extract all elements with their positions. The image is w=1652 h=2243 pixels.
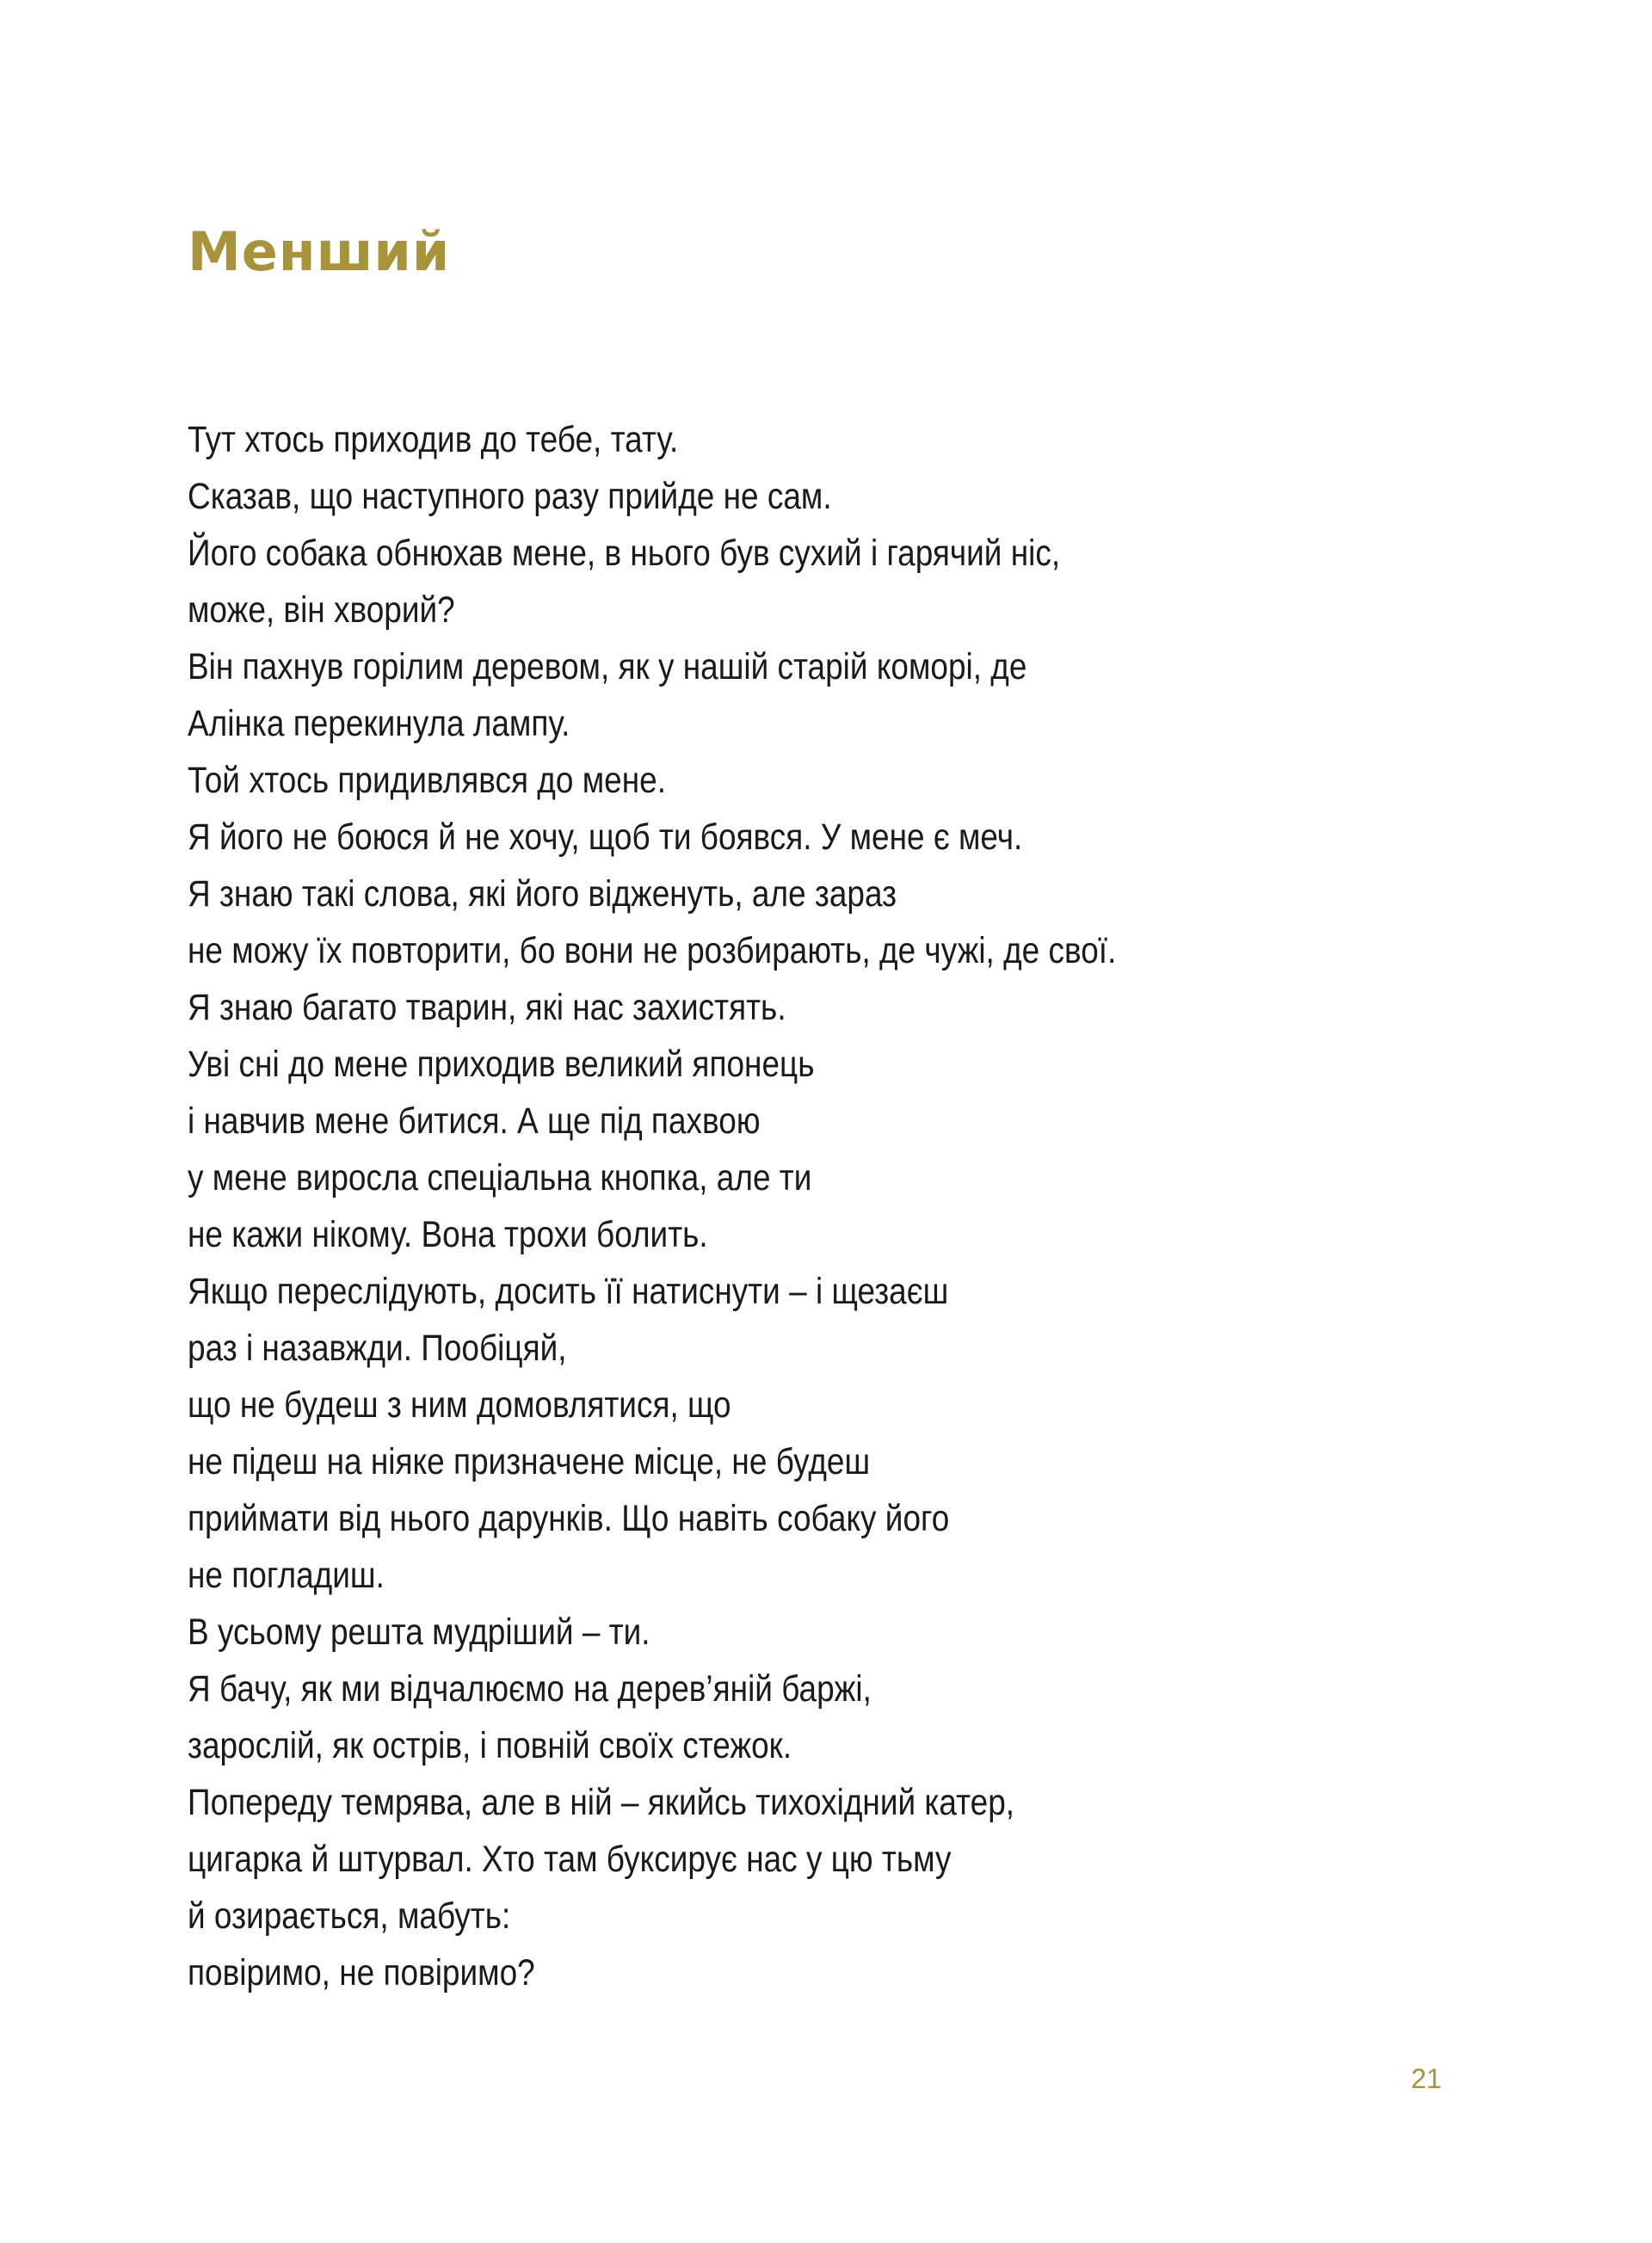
poem-line: Тут хтось приходив до тебе, тату. [188, 419, 679, 460]
poem-body [188, 411, 1267, 2001]
poem-line: Я його не боюся й не хочу, щоб ти боявся. У мене є меч. [188, 816, 1023, 858]
poem-line: Уві сні до мене приходив великий японець [188, 1044, 815, 1085]
poem-line: у мене виросла спеціальна кнопка, але ти [188, 1157, 812, 1199]
poem-line: приймати від нього дарунків. Що навіть собаку його [188, 1498, 950, 1539]
poem-title: Менший [188, 220, 451, 283]
poem-line: Алінка перекинула лампу. [188, 703, 570, 744]
poem-line: Сказав, що наступного разу прийде не сам. [188, 476, 832, 517]
page-number: 21 [1411, 2063, 1442, 2094]
poem-line: й озирається, мабуть: [188, 1895, 511, 1937]
poem-line: Я бачу, як ми відчалюємо на дерев’яній баржі, [188, 1668, 872, 1710]
poem-line: повіримо, не повіримо? [188, 1952, 535, 1993]
poem-line: В усьому решта мудріший – ти. [188, 1611, 650, 1653]
poem-line: раз і назавжди. Пообіцяй, [188, 1328, 567, 1369]
poem-line: не можу їх повторити, бо вони не розбирають, де чужі, де свої. [188, 930, 1117, 971]
poem-line: цигарка й штурвал. Хто там буксирує нас у цю тьму [188, 1839, 952, 1880]
poem-line: що не будеш з ним домовлятися, що [188, 1384, 731, 1426]
poem-line: може, він хворий? [188, 589, 455, 631]
poem-line: Якщо переслідують, досить її натиснути – і щезаєш [188, 1271, 949, 1312]
poem-line: не кажи нікому. Вона трохи болить. [188, 1214, 708, 1255]
poem-line: Він пахнув горілим деревом, як у нашій старій коморі, де [188, 646, 1027, 687]
poem-line: Попереду темрява, але в ній – якийсь тихохідний катер, [188, 1782, 1015, 1823]
poem-line: Той хтось придивлявся до мене. [188, 760, 666, 801]
poem-line: не погладиш. [188, 1555, 385, 1596]
poem-line: Його собака обнюхав мене, в нього був сухий і гарячий ніс, [188, 533, 1061, 574]
poem-line: і навчив мене битися. А ще під пахвою [188, 1100, 761, 1142]
poem-line: не підеш на ніяке призначене місце, не будеш [188, 1441, 871, 1482]
poem-line: Я знаю такі слова, які його відженуть, але зараз [188, 873, 897, 915]
poem-line: Я знаю багато тварин, які нас захистять. [188, 987, 786, 1028]
poem-line: зарослій, як острів, і повній своїх стежок. [188, 1725, 792, 1766]
